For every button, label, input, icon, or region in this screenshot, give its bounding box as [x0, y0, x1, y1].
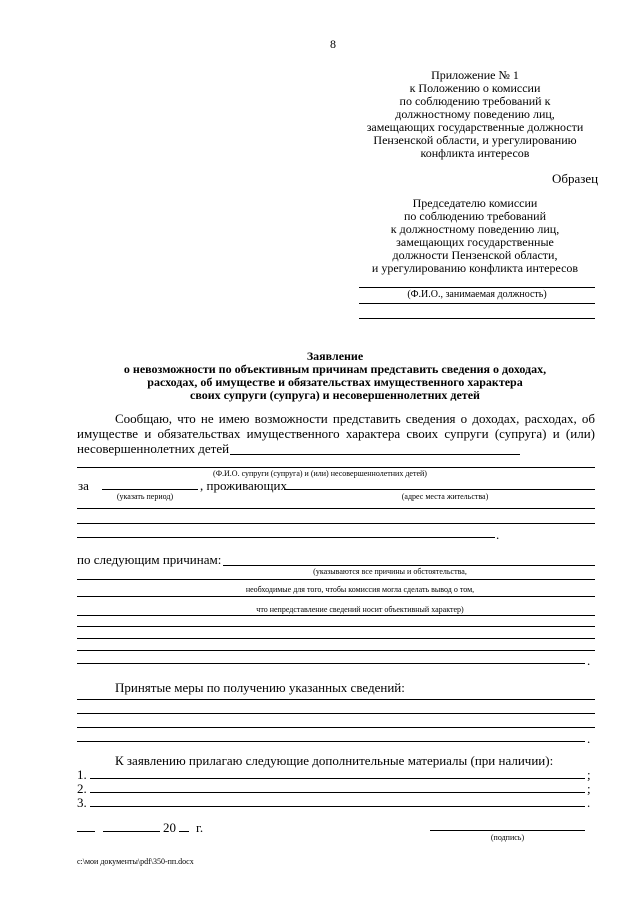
date-year-line[interactable] — [179, 831, 189, 832]
attachment-dot: . — [587, 795, 591, 810]
appendix-line: по соблюдению требований к — [399, 94, 551, 108]
addressee-line: должности Пензенской области, — [392, 248, 558, 262]
living-label: , проживающих — [200, 478, 287, 493]
attachment-number: 1. — [77, 767, 87, 782]
date-month-line[interactable] — [103, 831, 160, 832]
attachment-line-2[interactable] — [90, 792, 585, 793]
body-line-3: несовершеннолетних детей — [77, 441, 230, 456]
appendix-line: должностному поведению лиц, — [395, 107, 555, 121]
appendix-line: конфликта интересов — [420, 146, 530, 160]
attachment-line-3[interactable] — [90, 806, 585, 807]
address-line-2[interactable] — [77, 508, 595, 509]
fio-hint: (Ф.И.О., занимаемая должность) — [407, 289, 547, 300]
reasons-line-1[interactable] — [223, 565, 595, 566]
children-line-2[interactable] — [77, 467, 595, 468]
attachment-number: 2. — [77, 781, 87, 796]
measures-dot: . — [587, 731, 591, 746]
measures-label: Принятые меры по получению указанных сведений: — [115, 680, 405, 695]
date-day-line[interactable] — [77, 831, 95, 832]
signature-hint: (подпись) — [490, 833, 525, 842]
statement-subtitle: своих супруги (супруга) и несовершеннолетних детей — [190, 388, 480, 402]
body-line-1: Сообщаю, что не имею возможности представить сведения о доходах, расходах, об — [115, 411, 595, 426]
measures-line-2[interactable] — [77, 713, 595, 714]
reasons-line-5[interactable] — [77, 626, 595, 627]
address-dot: . — [496, 527, 500, 542]
statement-subtitle: расходах, об имуществе и обязательствах имущественного характера — [147, 375, 523, 389]
appendix-line: к Положению о комиссии — [409, 81, 541, 95]
attachment-line-1[interactable] — [90, 778, 585, 779]
addressee-line: к должностному поведению лиц, — [390, 222, 560, 236]
reasons-line-3[interactable] — [77, 596, 595, 597]
signature-line[interactable] — [430, 830, 585, 831]
statement-title: Заявление — [306, 349, 364, 363]
addressee-block — [345, 197, 605, 275]
reasons-label: по следующим причинам: — [77, 552, 222, 567]
statement-subtitle: о невозможности по объективным причинам представить сведения о доходах, — [123, 362, 547, 376]
page-number: 8 — [330, 37, 336, 51]
fio-line[interactable] — [359, 287, 595, 288]
address-hint: (адрес места жительства) — [401, 492, 489, 501]
reasons-dot: . — [587, 653, 591, 668]
attachment-number: 3. — [77, 795, 87, 810]
reasons-line-7[interactable] — [77, 650, 595, 651]
body-line-2: имуществе и обязательствах имущественного характера своих супруги (супруга) и (или) — [77, 426, 595, 441]
reasons-hint: (указываются все причины и обстоятельства, — [313, 567, 467, 576]
addressee-line: и урегулированию конфликта интересов — [371, 261, 579, 275]
reasons-line-4[interactable] — [77, 615, 595, 616]
position-line[interactable] — [359, 303, 595, 304]
address-line-3[interactable] — [77, 523, 595, 524]
address-line[interactable] — [284, 489, 595, 490]
reasons-hint: что непредставление сведений носит объективный характер) — [256, 605, 464, 614]
za-label: за — [78, 478, 89, 493]
appendix-title: Приложение № 1 — [431, 68, 519, 82]
reasons-line-2[interactable] — [77, 579, 595, 580]
children-line[interactable] — [230, 454, 520, 455]
year-prefix: 20 — [163, 820, 176, 835]
measures-line-3[interactable] — [77, 727, 595, 728]
addressee-line: замещающих государственные — [396, 235, 554, 249]
sample-label: Образец — [552, 171, 599, 186]
appendix-block — [345, 69, 605, 160]
appendix-line: замещающих государственные должности — [366, 120, 584, 134]
addressee-line: по соблюдению требований — [403, 209, 547, 223]
reasons-line-6[interactable] — [77, 638, 595, 639]
attachment-semicolon: ; — [587, 767, 591, 782]
measures-line-1[interactable] — [77, 699, 595, 700]
address-line-4[interactable] — [77, 537, 495, 538]
reasons-hint: необходимые для того, чтобы комиссия могла сделать вывод о том, — [245, 585, 475, 594]
attach-label: К заявлению прилагаю следующие дополнительные материалы (при наличии): — [115, 753, 554, 768]
year-suffix: г. — [196, 820, 204, 835]
attachment-semicolon: ; — [587, 781, 591, 796]
footer-filepath: c:\мои документы\pdf\350-пп.docx — [77, 857, 194, 866]
addressee-line: Председателю комиссии — [412, 196, 538, 210]
appendix-line: Пензенской области, и урегулированию — [373, 133, 577, 147]
reasons-line-8[interactable] — [77, 663, 585, 664]
period-hint: (указать период) — [116, 492, 174, 501]
position-line-2[interactable] — [359, 318, 595, 319]
measures-line-4[interactable] — [77, 741, 585, 742]
period-line[interactable] — [102, 489, 198, 490]
children-hint: (Ф.И.О. супруги (супруга) и (или) несовершеннолетних детей) — [213, 469, 427, 478]
